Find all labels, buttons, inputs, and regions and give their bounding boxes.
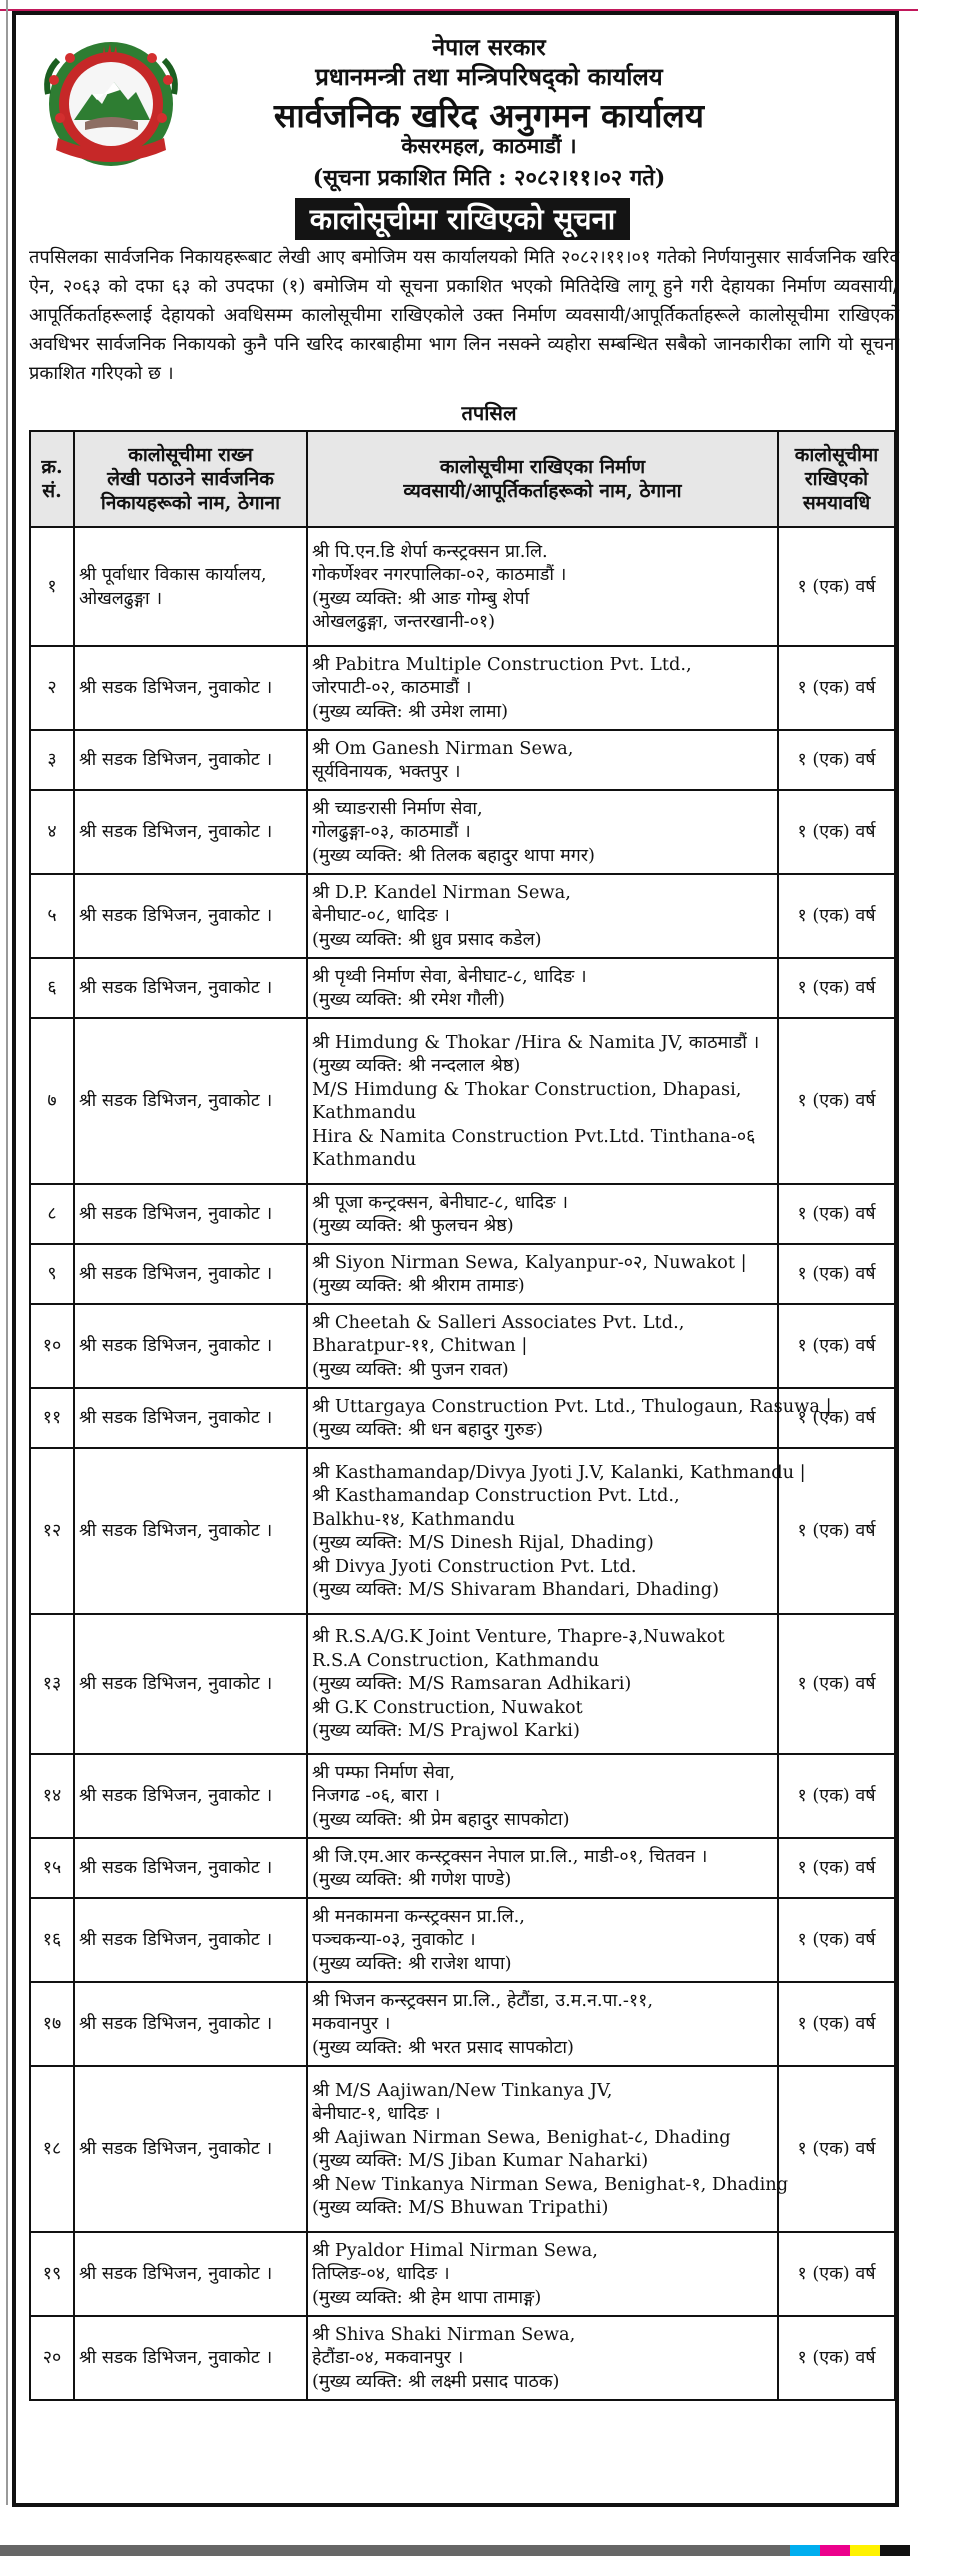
table-row [30, 1184, 895, 1244]
agency-line: श्री सडक डिभिजन, नुवाकोट । [79, 1263, 273, 1285]
agency-line: श्री सडक डिभिजन, नुवाकोट । [79, 2263, 273, 2285]
serial-cell: ४ [30, 790, 74, 874]
period-cell: १ (एक) वर्ष [778, 958, 895, 1018]
bar-segment [0, 2545, 790, 2556]
firm-line: (मुख्य व्यक्ति: M/S Prajwol Karki) [312, 1720, 580, 1742]
agency-line: श्री सडक डिभिजन, नुवाकोट । [79, 1673, 273, 1695]
firm-line: (मुख्य व्यक्ति: श्री श्रीराम तामाङ) [312, 1275, 525, 1296]
agency-cell [74, 730, 307, 790]
agency-line: श्री सडक डिभिजन, नुवाकोट । [79, 1857, 273, 1879]
firm-line: (मुख्य व्यक्ति: श्री ध्रुव प्रसाद कडेल) [312, 928, 542, 950]
firm-line: (मुख्य व्यक्ति: श्री राजेश थापा) [312, 1952, 512, 1974]
firm-line: श्री Siyon Nirman Sewa, Kalyanpur-०२, Nuwakot | [312, 1251, 747, 1273]
table-row [30, 1388, 895, 1448]
firm-cell [307, 730, 778, 790]
office-name: प्रधानमन्त्री तथा मन्त्रिपरिषद्को कार्यालय [315, 62, 663, 91]
firm-line: श्री Aajiwan Nirman Sewa, Benighat-८, Dhading [312, 2126, 731, 2148]
agency-line: श्री सडक डिभिजन, नुवाकोट । [79, 1335, 273, 1357]
agency-line: श्री सडक डिभिजन, नुवाकोट । [79, 1203, 273, 1225]
serial-cell: १७ [30, 1982, 74, 2066]
firm-line: (मुख्य व्यक्ति: श्री भरत प्रसाद सापकोटा) [312, 2036, 574, 2058]
period-cell: १ (एक) वर्ष [778, 1388, 895, 1448]
firm-line: श्री Kasthamandap Construction Pvt. Ltd., [312, 1485, 680, 1506]
table-header-row [30, 431, 895, 527]
period-cell: १ (एक) वर्ष [778, 1304, 895, 1388]
serial-cell: १४ [30, 1754, 74, 1838]
table-row [30, 1448, 895, 1614]
firm-line: तिप्लिङ-०४, धादिङ । [312, 2263, 450, 2285]
firm-line: (मुख्य व्यक्ति: M/S Shivaram Bhandari, Dhading) [312, 1579, 720, 1600]
government-name: नेपाल सरकार [432, 34, 546, 61]
firm-line: श्री Himdung & Thokar /Hira & Namita JV, काठमाडौं । [312, 1031, 760, 1053]
firm-line: (मुख्य व्यक्ति: M/S Bhuwan Tripathi) [312, 2197, 609, 2218]
color-bar [0, 2545, 978, 2556]
table-row [30, 874, 895, 958]
header-serial [30, 431, 74, 527]
firm-line: बेनीघाट-०८, धादिङ । [312, 905, 450, 927]
agency-name: सार्वजनिक खरिद अनुगमन कार्यालय [273, 96, 705, 135]
firm-line: (मुख्य व्यक्ति: श्री नन्दलाल श्रेष्ठ) [312, 1055, 521, 1076]
table-row [30, 527, 895, 646]
table-row [30, 1614, 895, 1754]
firm-cell [307, 1838, 778, 1898]
firm-cell [307, 527, 778, 646]
firm-cell [307, 2316, 778, 2400]
agency-cell [74, 1838, 307, 1898]
period-cell: १ (एक) वर्ष [778, 646, 895, 730]
bar-segment [790, 2545, 820, 2556]
firm-line: जोरपाटी-०२, काठमाडौं । [312, 677, 472, 699]
firm-line: श्री M/S Aajiwan/New Tinkanya JV, [312, 2079, 613, 2101]
serial-cell: १ [30, 527, 74, 646]
firm-line: Bharatpur-११, Chitwan | [312, 1335, 528, 1357]
firm-line: (मुख्य व्यक्ति: श्री धन बहादुर गुरुङ) [312, 1419, 544, 1440]
header-period [778, 431, 895, 527]
period-cell: १ (एक) वर्ष [778, 1184, 895, 1244]
serial-cell: २ [30, 646, 74, 730]
table-row [30, 2232, 895, 2316]
bar-segment [820, 2545, 850, 2556]
firm-line: श्री पम्फा निर्माण सेवा, [312, 1761, 455, 1783]
serial-cell: १२ [30, 1448, 74, 1614]
agency-line: श्री सडक डिभिजन, नुवाकोट । [79, 2347, 273, 2369]
firm-line: Balkhu-१४, Kathmandu [312, 1508, 516, 1530]
period-cell: १ (एक) वर्ष [778, 1244, 895, 1304]
publication-date: (सूचना प्रकाशित मिति : २०८२।११।०२ गते) [312, 165, 666, 191]
agency-cell [74, 1898, 307, 1982]
firm-line: R.S.A Construction, Kathmandu [312, 1649, 600, 1671]
firm-line: श्री जि.एम.आर कन्स्ट्रक्सन नेपाल प्रा.लि., माडी-०१, चितवन । [312, 1845, 708, 1867]
firm-cell [307, 1448, 806, 1614]
period-cell: १ (एक) वर्ष [778, 1838, 895, 1898]
firm-line: श्री मनकामना कन्स्ट्रक्सन प्रा.लि., [312, 1905, 525, 1927]
agency-line: श्री सडक डिभिजन, नुवाकोट । [79, 977, 273, 999]
header-line: सं. [42, 480, 62, 502]
serial-cell: ५ [30, 874, 74, 958]
firm-line: निजगढ -०६, बारा । [312, 1785, 441, 1807]
bar-segment [880, 2545, 910, 2556]
table-row [30, 790, 895, 874]
intro-paragraph: तपसिलका सार्वजनिक निकायहरूबाट लेखी आए बमोजिम यस कार्यालयको मिति २०८२।११।०१ गतेको निर्णयानुसार सार्वजनिक खरिद ऐन, २०६३ को दफा ६३ को उपदफा (१) बमोजिम यो सूचना प्रकाशित भएको मितिदेखि लागू हुने गरी देहायका निर्माण व्यवसायी/आपूर्तिकर्ताहरूलाई देहायको अवधिसम्म कालोसूचीमा राखिएकोले उक्त निर्माण व्यवसायी/आपूर्तिकर्ताहरूले कालोसूचीमा राखिएको अवधिभर सार्वजनिक निकायको कुनै पनि खरिद कारबाहीमा भाग लिन नसक्ने व्यहोरा सम्बन्धित सबैको जानकारीका लागि यो सूचना प्रकाशित गरिएको छ । [29, 247, 899, 384]
period-cell: १ (एक) वर्ष [778, 1898, 895, 1982]
firm-line: श्री Pyaldor Himal Nirman Sewa, [312, 2239, 598, 2261]
period-cell: १ (एक) वर्ष [778, 790, 895, 874]
table-row [30, 1754, 895, 1838]
agency-cell [74, 874, 307, 958]
firm-line: श्री Cheetah & Salleri Associates Pvt. Ltd., [312, 1311, 685, 1333]
agency-cell [74, 1244, 307, 1304]
firm-line: बेनीघाट-१, धादिङ । [312, 2103, 441, 2124]
header-line: व्यवसायी/आपूर्तिकर्ताहरूको नाम, ठेगाना [403, 480, 682, 502]
serial-cell: ७ [30, 1018, 74, 1184]
period-cell: १ (एक) वर्ष [778, 1754, 895, 1838]
firm-line: श्री New Tinkanya Nirman Sewa, Benighat-१, Dhading [312, 2173, 789, 2195]
firm-cell [307, 1018, 778, 1184]
agency-line: श्री सडक डिभिजन, नुवाकोट । [79, 1785, 273, 1807]
blacklist-table [29, 430, 896, 2401]
firm-line: (मुख्य व्यक्ति: श्री उमेश लामा) [312, 700, 509, 722]
agency-line: श्री सडक डिभिजन, नुवाकोट । [79, 2138, 273, 2160]
firm-cell [307, 958, 778, 1018]
agency-line: श्री सडक डिभिजन, नुवाकोट । [79, 821, 273, 843]
agency-line: श्री सडक डिभिजन, नुवाकोट । [79, 1929, 273, 1951]
header-line: समयावधि [802, 492, 871, 514]
firm-cell [307, 1982, 778, 2066]
firm-line: श्री Om Ganesh Nirman Sewa, [312, 737, 574, 759]
header-line: कालोसूचीमा [794, 444, 879, 466]
header-line: कालोसूचीमा राखिएका निर्माण [439, 456, 646, 478]
serial-cell: ६ [30, 958, 74, 1018]
firm-line: श्री Uttargaya Construction Pvt. Ltd., Thulogaun, Rasuwa | [312, 1395, 832, 1417]
header-line: कालोसूचीमा राख्न [128, 444, 253, 466]
table-row [30, 1838, 895, 1898]
agency-line: श्री सडक डिभिजन, नुवाकोट । [79, 1407, 273, 1429]
schedule-heading: तपसिल [461, 401, 517, 425]
firm-cell [307, 2232, 778, 2316]
firm-line: श्री भिजन कन्स्ट्रक्सन प्रा.लि., हेटौंडा, उ.म.न.पा.-११, [312, 1989, 654, 2011]
agency-cell [74, 958, 307, 1018]
agency-cell [74, 1018, 307, 1184]
table-body [30, 527, 895, 2400]
firm-cell [307, 1244, 778, 1304]
header-firm [307, 431, 778, 527]
agency-cell [74, 527, 307, 646]
period-cell: १ (एक) वर्ष [778, 874, 895, 958]
page-edge-line [6, 0, 8, 2505]
agency-line: श्री सडक डिभिजन, नुवाकोट । [79, 2013, 273, 2035]
firm-line: (मुख्य व्यक्ति: M/S Ramsaran Adhikari) [312, 1673, 632, 1695]
period-cell: १ (एक) वर्ष [778, 2066, 895, 2232]
period-cell: १ (एक) वर्ष [778, 730, 895, 790]
firm-line: श्री Shiva Shaki Nirman Sewa, [312, 2323, 576, 2345]
agency-cell [74, 2232, 307, 2316]
top-rule [0, 0, 918, 11]
table-row [30, 2066, 895, 2232]
serial-cell: १८ [30, 2066, 74, 2232]
serial-cell: ३ [30, 730, 74, 790]
firm-line: (मुख्य व्यक्ति: श्री पुजन रावत) [312, 1358, 509, 1380]
serial-cell: २० [30, 2316, 74, 2400]
agency-line: श्री सडक डिभिजन, नुवाकोट । [79, 1090, 273, 1112]
table-row [30, 646, 895, 730]
agency-cell [74, 1304, 307, 1388]
agency-cell [74, 790, 307, 874]
firm-line: (मुख्य व्यक्ति: श्री तिलक बहादुर थापा मगर) [312, 844, 595, 866]
agency-cell [74, 1982, 307, 2066]
firm-line: श्री G.K Construction, Nuwakot [312, 1696, 583, 1718]
period-cell: १ (एक) वर्ष [778, 1018, 895, 1184]
firm-line: श्री पृथ्वी निर्माण सेवा, बेनीघाट-८, धादिङ । [312, 965, 587, 987]
firm-line: श्री R.S.A/G.K Joint Venture, Thapre-३,Nuwakot [312, 1626, 725, 1648]
firm-cell [307, 790, 778, 874]
firm-line: (मुख्य व्यक्ति: M/S Jiban Kumar Naharki) [312, 2150, 649, 2171]
header-line: क्र. [41, 456, 63, 478]
firm-line: M/S Himdung & Thokar Construction, Dhapasi, [312, 1078, 742, 1100]
table-row [30, 1244, 895, 1304]
serial-cell: १३ [30, 1614, 74, 1754]
firm-cell [307, 1754, 778, 1838]
serial-cell: १९ [30, 2232, 74, 2316]
firm-line: (मुख्य व्यक्ति: श्री लक्ष्मी प्रसाद पाठक) [312, 2370, 560, 2392]
serial-cell: १६ [30, 1898, 74, 1982]
firm-line: ओखलढुङ्गा, जन्तरखानी-०१) [312, 611, 496, 632]
table-row [30, 1898, 895, 1982]
firm-line: (मुख्य व्यक्ति: श्री गणेश पाण्डे) [312, 1869, 512, 1890]
table-row [30, 730, 895, 790]
firm-line: Kathmandu [312, 1149, 417, 1170]
header-line: राखिएको [804, 468, 869, 490]
period-cell: १ (एक) वर्ष [778, 527, 895, 646]
firm-line: Hira & Namita Construction Pvt.Ltd. Tinthana-०६ [312, 1125, 756, 1147]
serial-cell: ११ [30, 1388, 74, 1448]
serial-cell: ८ [30, 1184, 74, 1244]
period-cell: १ (एक) वर्ष [778, 2232, 895, 2316]
firm-line: Kathmandu [312, 1102, 417, 1123]
firm-cell [307, 1614, 778, 1754]
firm-line: श्री पूजा कन्ट्रक्सन, बेनीघाट-८, धादिङ । [312, 1191, 568, 1213]
table-row [30, 1304, 895, 1388]
agency-cell [74, 1388, 307, 1448]
firm-line: श्री च्याङरासी निर्माण सेवा, [312, 797, 483, 819]
firm-line: श्री D.P. Kandel Nirman Sewa, [312, 881, 571, 903]
firm-line: सूर्यविनायक, भक्तपुर । [312, 761, 461, 782]
agency-cell [74, 1448, 307, 1614]
agency-line: ओखलढुङ्गा । [79, 587, 163, 609]
firm-line: मकवानपुर । [312, 2013, 391, 2035]
period-cell: १ (एक) वर्ष [778, 1982, 895, 2066]
firm-line: (मुख्य व्यक्ति: श्री हेम थापा तामाङ्ग) [312, 2286, 542, 2308]
agency-cell [74, 1754, 307, 1838]
firm-cell [307, 1388, 832, 1448]
table-row [30, 1982, 895, 2066]
agency-line: श्री सडक डिभिजन, नुवाकोट । [79, 905, 273, 927]
agency-address: केसरमहल, काठमाडौं । [401, 133, 577, 158]
agency-cell [74, 646, 307, 730]
firm-line: (मुख्य व्यक्ति: श्री रमेश गौली) [312, 989, 505, 1010]
notice-title: कालोसूचीमा राखिएको सूचना [295, 198, 630, 240]
firm-cell [307, 2066, 789, 2232]
agency-cell [74, 1184, 307, 1244]
agency-line: श्री सडक डिभिजन, नुवाकोट । [79, 749, 273, 771]
table-row [30, 2316, 895, 2400]
firm-line: (मुख्य व्यक्ति: श्री फुलचन श्रेष्ठ) [312, 1215, 514, 1236]
period-cell: १ (एक) वर्ष [778, 1448, 895, 1614]
table-row [30, 1018, 895, 1184]
agency-cell [74, 2316, 307, 2400]
firm-line: (मुख्य व्यक्ति: श्री प्रेम बहादुर सापकोटा) [312, 1808, 570, 1830]
firm-cell [307, 1304, 778, 1388]
serial-cell: ९ [30, 1244, 74, 1304]
agency-line: श्री पूर्वाधार विकास कार्यालय, [79, 564, 267, 585]
agency-cell [74, 2066, 307, 2232]
agency-line: श्री सडक डिभिजन, नुवाकोट । [79, 677, 273, 699]
agency-cell [74, 1614, 307, 1754]
firm-cell [307, 1184, 778, 1244]
firm-line: पञ्चकन्या-०३, नुवाकोट । [312, 1929, 476, 1951]
agency-line: श्री सडक डिभिजन, नुवाकोट । [79, 1520, 273, 1542]
firm-line: श्री Kasthamandap/Divya Jyoti J.V, Kalanki, Kathmandu | [312, 1461, 806, 1483]
firm-line: (मुख्य व्यक्ति: श्री आङ गोम्बु शेर्पा [312, 587, 530, 609]
firm-line: हेटौंडा-०४, मकवानपुर । [312, 2347, 464, 2369]
header-line: लेखी पठाउने सार्वजनिक [107, 468, 274, 490]
header-line: निकायहरूको नाम, ठेगाना [100, 492, 281, 514]
firm-line: श्री पि.एन.डि शेर्पा कन्स्ट्रक्सन प्रा.लि. [312, 540, 548, 562]
header-agency [74, 431, 307, 527]
firm-line: (मुख्य व्यक्ति: M/S Dinesh Rijal, Dhading) [312, 1532, 654, 1553]
serial-cell: १० [30, 1304, 74, 1388]
firm-line: गोकर्णेश्वर नगरपालिका-०२, काठमाडौं । [312, 564, 567, 585]
period-cell: १ (एक) वर्ष [778, 1614, 895, 1754]
firm-line: श्री Pabitra Multiple Construction Pvt. Ltd., [312, 653, 692, 675]
period-cell: १ (एक) वर्ष [778, 2316, 895, 2400]
firm-cell [307, 1898, 778, 1982]
table-row [30, 958, 895, 1018]
firm-cell [307, 874, 778, 958]
firm-line: श्री Divya Jyoti Construction Pvt. Ltd. [312, 1555, 637, 1577]
firm-line: गोलढुङ्गा-०३, काठमाडौं । [312, 821, 471, 843]
bar-segment [850, 2545, 880, 2556]
serial-cell: १५ [30, 1838, 74, 1898]
firm-cell [307, 646, 778, 730]
